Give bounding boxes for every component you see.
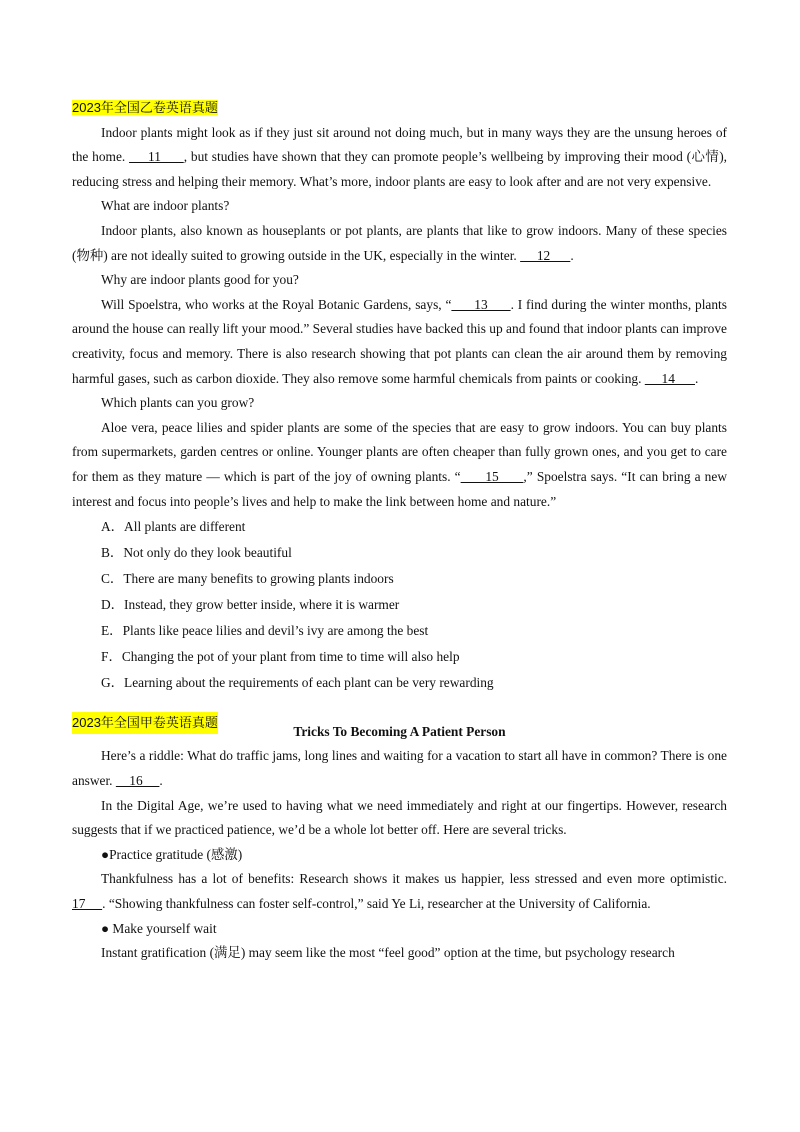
subheading-question: Why are indoor plants good for you? bbox=[101, 272, 299, 288]
option-e: E．Plants like peace lilies and devil’s ivy are among the best bbox=[101, 622, 429, 638]
option-g: G．Learning about the requirements of each plant can be very rewarding bbox=[101, 674, 494, 690]
paragraph: Aloe vera, peace lilies and spider plants are some of the species that are easy to grow indoors. You can buy plants from supermarkets, garden centres or online. Younger plants are often cheaper than fully grown ones, and you get to care for them as they mature — which is part of the joy of owning plants. “ 15 ,” Spoelstra says. “It can bring a new interest and focus into people’s lives and help to make the link between home and nature.” bbox=[72, 419, 727, 509]
subheading-question: Which plants can you grow? bbox=[101, 395, 255, 411]
answer-blank-17: 17 bbox=[72, 896, 103, 911]
paragraph: Will Spoelstra, who works at the Royal Botanic Gardens, says, “ 13 . I find during the winter months, plants around the house can really lift your mood.” Several studies have backed this up and found that indoor plants can improve creativity, focus and memory. There is also research showing that pot plants can clean the air around them by removing harmful gases, such as carbon dioxide. They also remove some harmful chemicals from paints or cooking. 14 . bbox=[72, 296, 727, 386]
passage-title: Tricks To Becoming A Patient Person bbox=[293, 724, 506, 740]
paragraph: Here’s a riddle: What do traffic jams, long lines and waiting for a vacation to start all have in common? There is one answer. 16 . bbox=[72, 748, 727, 789]
subheading-question: What are indoor plants? bbox=[101, 198, 230, 214]
answer-blank-12: 12 bbox=[520, 247, 571, 263]
section-jia-header bbox=[72, 712, 727, 740]
paragraph: Instant gratification (满足) may seem like the most “feel good” option at the time, but psychology research bbox=[101, 945, 675, 961]
answer-blank-13: 13 bbox=[451, 296, 511, 312]
answer-blank-15: 15 bbox=[460, 468, 524, 484]
paragraph: Thankfulness has a lot of benefits: Research shows it makes us happier, less stressed and even more optimistic. 17 . “Showing thankfulness can foster self-control,” said Ye Li, researcher at the University of California. bbox=[72, 871, 727, 911]
section-yi-heading bbox=[72, 96, 727, 121]
option-d: D．Instead, they grow better inside, where it is warmer bbox=[101, 596, 400, 612]
content-area bbox=[72, 96, 727, 966]
answer-blank-14: 14 bbox=[644, 370, 696, 386]
option-f: F．Changing the pot of your plant from time to time will also help bbox=[101, 648, 460, 664]
option-c: C．There are many benefits to growing plants indoors bbox=[101, 570, 394, 586]
section-jia bbox=[72, 712, 727, 965]
highlighted-heading: 2023年全国乙卷英语真题 bbox=[72, 100, 218, 115]
paragraph: Indoor plants might look as if they just sit around not doing much, but in many ways they are the unsung heroes of the home. 11 , but studies have shown that they can promote people’s wellbeing by improving their mood (心情), reducing stress and helping their memory. What’s more, indoor plants are easy to look after and are not very expensive. bbox=[72, 124, 728, 189]
paragraph: In the Digital Age, we’re used to having what we need immediately and right at our fingertips. However, research suggests that if we practiced patience, we’d be a whole lot better off. Here are several tricks. bbox=[72, 797, 727, 838]
options-list bbox=[72, 514, 727, 695]
bullet-heading: ● Make yourself wait bbox=[101, 920, 217, 936]
paragraph: Indoor plants, also known as houseplants or pot plants, are plants that like to grow indoors. Many of these species (物种) are not ideally suited to growing outside in the UK, especially in the winter. 12 . bbox=[72, 222, 727, 263]
highlighted-heading: 2023年全国甲卷英语真题 bbox=[72, 712, 218, 734]
answer-blank-11: 11 bbox=[129, 149, 184, 165]
bullet-heading: ●Practice gratitude (感激) bbox=[101, 846, 243, 862]
option-b: B．Not only do they look beautiful bbox=[101, 545, 292, 560]
option-a: A．All plants are different bbox=[101, 519, 246, 535]
answer-blank-16: 16 bbox=[115, 773, 160, 789]
